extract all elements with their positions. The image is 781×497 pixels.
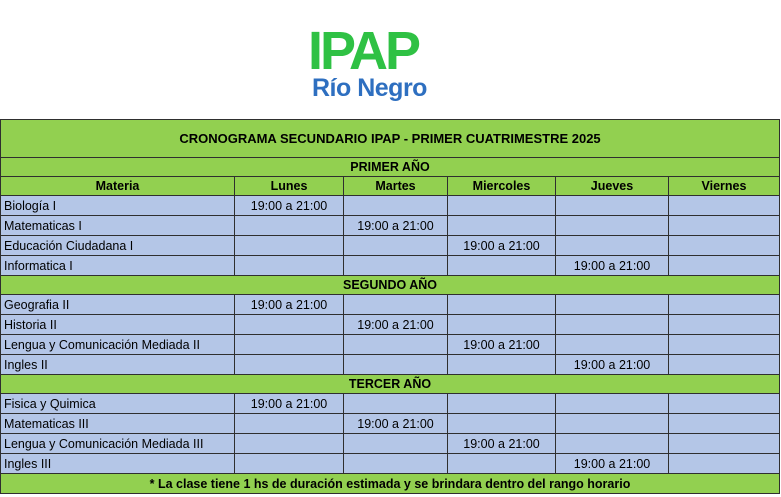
schedule-cell: 19:00 a 21:00 <box>448 434 556 454</box>
year-header-row <box>1 158 780 177</box>
logo-main-text: IPAP <box>308 21 419 81</box>
column-header-1: Lunes <box>235 177 344 196</box>
table-row <box>1 256 780 276</box>
schedule-cell: 19:00 a 21:00 <box>556 355 669 375</box>
schedule-cell <box>669 216 780 236</box>
table-row <box>1 236 780 256</box>
materia-cell: Ingles II <box>1 355 235 375</box>
schedule-cell <box>669 256 780 276</box>
materia-cell: Informatica I <box>1 256 235 276</box>
schedule-cell <box>556 414 669 434</box>
schedule-cell <box>669 414 780 434</box>
schedule-cell <box>448 394 556 414</box>
schedule-cell <box>556 216 669 236</box>
schedule-cell <box>448 355 556 375</box>
schedule-cell: 19:00 a 21:00 <box>235 196 344 216</box>
schedule-cell: 19:00 a 21:00 <box>344 414 448 434</box>
schedule-cell <box>669 236 780 256</box>
schedule-cell: 19:00 a 21:00 <box>556 454 669 474</box>
materia-cell: Geografia II <box>1 295 235 315</box>
table-row <box>1 335 780 355</box>
ipap-logo <box>308 21 448 104</box>
year-label: SEGUNDO AÑO <box>1 276 780 295</box>
schedule-cell: 19:00 a 21:00 <box>344 315 448 335</box>
schedule-cell <box>235 454 344 474</box>
schedule-cell <box>344 434 448 454</box>
schedule-cell <box>448 295 556 315</box>
schedule-cell <box>669 434 780 454</box>
schedule-cell <box>344 454 448 474</box>
schedule-cell <box>556 315 669 335</box>
logo-sub-text: Río Negro <box>312 74 427 102</box>
title-row <box>1 120 780 158</box>
schedule-cell <box>235 256 344 276</box>
schedule-cell: 19:00 a 21:00 <box>448 335 556 355</box>
schedule-cell <box>669 295 780 315</box>
schedule-cell: 19:00 a 21:00 <box>448 236 556 256</box>
schedule-cell <box>448 414 556 434</box>
table-row <box>1 216 780 236</box>
schedule-cell <box>448 315 556 335</box>
schedule-cell <box>344 256 448 276</box>
schedule-cell <box>556 196 669 216</box>
table-row <box>1 394 780 414</box>
column-header-3: Miercoles <box>448 177 556 196</box>
schedule-cell <box>344 196 448 216</box>
table-row <box>1 454 780 474</box>
table-row <box>1 196 780 216</box>
materia-cell: Fisica y Quimica <box>1 394 235 414</box>
schedule-cell <box>448 216 556 236</box>
schedule-cell <box>669 355 780 375</box>
year-label: TERCER AÑO <box>1 375 780 394</box>
schedule-cell <box>448 196 556 216</box>
footnote: * La clase tiene 1 hs de duración estimada y se brindara dentro del rango horario <box>1 474 780 494</box>
schedule-cell <box>669 394 780 414</box>
logo-area <box>0 0 781 119</box>
schedule-cell <box>669 335 780 355</box>
schedule-cell <box>669 315 780 335</box>
schedule-cell <box>556 335 669 355</box>
schedule-cell <box>344 394 448 414</box>
table-row <box>1 295 780 315</box>
footnote-row <box>1 474 780 494</box>
materia-cell: Matematicas III <box>1 414 235 434</box>
schedule-cell <box>235 315 344 335</box>
schedule-cell <box>235 355 344 375</box>
schedule-cell: 19:00 a 21:00 <box>556 256 669 276</box>
year-label: PRIMER AÑO <box>1 158 780 177</box>
column-header-row <box>1 177 780 196</box>
schedule-cell: 19:00 a 21:00 <box>344 216 448 236</box>
table-row <box>1 414 780 434</box>
schedule-cell <box>448 454 556 474</box>
table-row <box>1 355 780 375</box>
table-row <box>1 434 780 454</box>
column-header-2: Martes <box>344 177 448 196</box>
schedule-cell <box>556 236 669 256</box>
schedule-cell <box>344 335 448 355</box>
schedule-cell <box>669 196 780 216</box>
materia-cell: Lengua y Comunicación Mediada III <box>1 434 235 454</box>
schedule-cell <box>344 295 448 315</box>
column-header-4: Jueves <box>556 177 669 196</box>
column-header-5: Viernes <box>669 177 780 196</box>
schedule-cell <box>448 256 556 276</box>
materia-cell: Biología I <box>1 196 235 216</box>
schedule-cell <box>235 434 344 454</box>
materia-cell: Lengua y Comunicación Mediada II <box>1 335 235 355</box>
schedule-table <box>0 119 780 494</box>
schedule-title: CRONOGRAMA SECUNDARIO IPAP - PRIMER CUATRIMESTRE 2025 <box>1 120 780 158</box>
schedule-cell <box>556 434 669 454</box>
year-header-row <box>1 375 780 394</box>
schedule-cell <box>556 295 669 315</box>
materia-cell: Matematicas I <box>1 216 235 236</box>
year-header-row <box>1 276 780 295</box>
materia-cell: Ingles III <box>1 454 235 474</box>
materia-cell: Educación Ciudadana I <box>1 236 235 256</box>
schedule-cell <box>344 355 448 375</box>
column-header-0: Materia <box>1 177 235 196</box>
schedule-cell <box>556 394 669 414</box>
schedule-cell <box>235 335 344 355</box>
schedule-cell <box>235 414 344 434</box>
schedule-cell <box>235 236 344 256</box>
schedule-cell <box>669 454 780 474</box>
schedule-cell <box>344 236 448 256</box>
schedule-cell: 19:00 a 21:00 <box>235 394 344 414</box>
schedule-cell <box>235 216 344 236</box>
table-row <box>1 315 780 335</box>
schedule-cell: 19:00 a 21:00 <box>235 295 344 315</box>
materia-cell: Historia II <box>1 315 235 335</box>
